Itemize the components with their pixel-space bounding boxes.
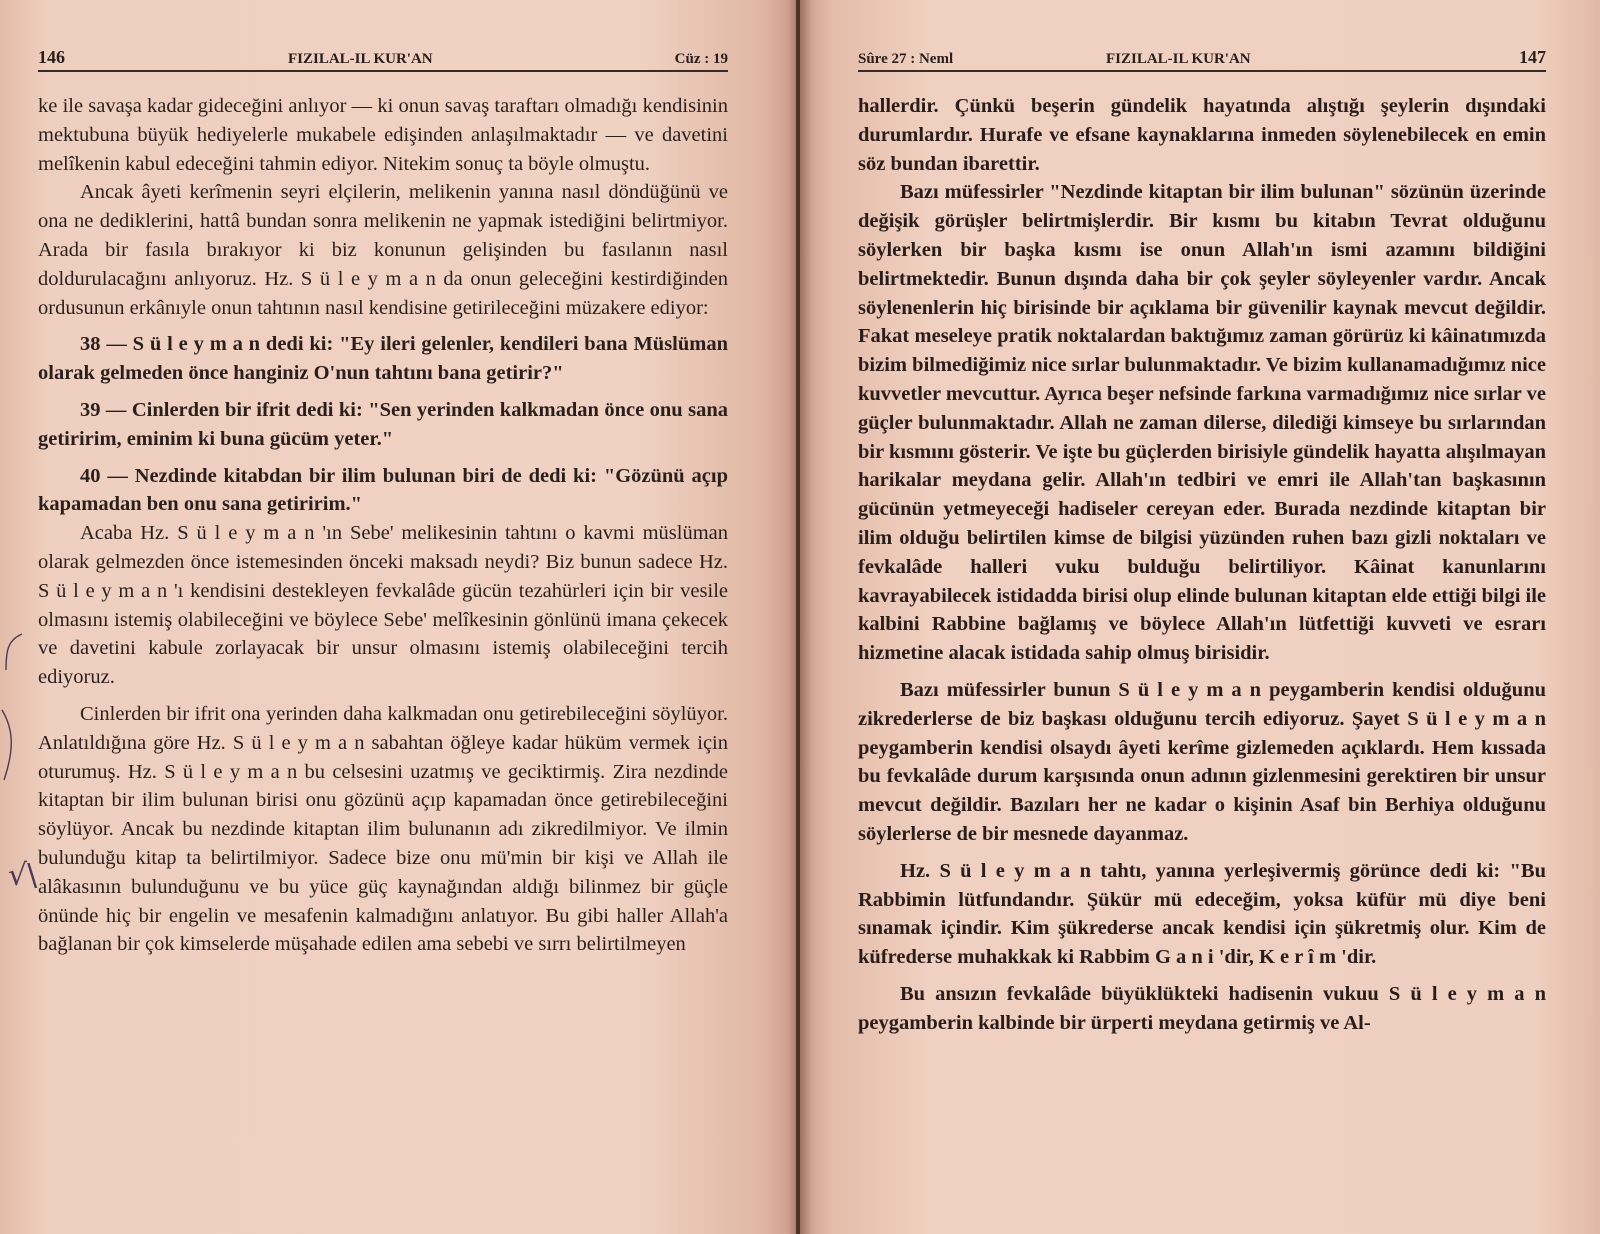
left-page-number: 146 [38,47,65,67]
right-sura-label: Sûre 27 : Neml [858,51,954,67]
right-body-text [858,92,1546,1038]
book-gutter [788,0,812,1234]
right-page [800,0,1600,1234]
paragraph: Ancak âyeti kerîmenin seyri elçilerin, melikenin yanına nasıl döndüğünü ve ona ne dediklerini, hattâ bundan sonra melikenin ne yapmak istediğini belirtmiyor. Arada bir fasıla bırakıyor ki biz konunun gelişinden bu fasılanın nasıl doldurulacağını anlıyoruz. Hz. S ü l e y m a n da onun geleceğini kestirdiğinden ordusunun erkânıyle onun tahtının nasıl kendisine getirileceğini müzakere ediyor: [38,181,728,319]
left-body-text [38,92,728,959]
right-running-title: FIZILAL-IL KUR'AN [1106,51,1251,67]
paragraph: Bazı müfessirler bunun S ü l e y m a n peygamberin kendisi olduğunu zikrederlerse de biz başkası olduğunu tercih ediyoruz. Şayet S ü l e y m a n peygamberin kendisi olsaydı âyeti kerîme gizlemeden açıklardı. Hem kıssada bu fevkalâde durum karşısında onun adının gizlenmesini gerektiren bir unsur mevcut değildir. Bazıları her ne kadar o kişinin Asaf bin Berhiya olduğunu söylerlerse de bir mesnede dayanmaz. [858,678,1546,845]
paragraph: ke ile savaşa kadar gideceğini anlıyor — ki onun savaş taraftarı olmadığı kendisinin mektubuna büyük hediyelerle mukabele edişinden anlaşılmaktadır — ve davetini melîkenin kabul edeceğini tahmin ediyor. Nitekim sonuç ta böyle olmuştu. [38,95,728,175]
verse-39: 39 — Cinlerden bir ifrit dedi ki: "Sen yerinden kalkmadan önce onu sana getiririm, eminim ki buna gücüm yeter." [38,398,728,450]
pen-check-mark: √\ [8,858,38,893]
verse-40: 40 — Nezdinde kitabdan bir ilim bulunan biri de dedi ki: "Gözünü açıp kapamadan ben onu sana getiririm." [38,464,728,516]
paragraph: hallerdir. Çünkü beşerin gündelik hayatında alıştığı şeylerin dışındaki durumlardır. Hurafe ve efsane kaynaklarına inmeden söylenebilecek en emin söz bundan ibarettir. [858,95,1546,175]
paragraph: Bazı müfessirler "Nezdinde kitaptan bir ilim bulunan" sözünün üzerinde değişik görüşler belirtmişlerdir. Bir kısmı bu kitabın Tevrat olduğunu söylerken bir başka kısmı ise onun Allah'ın ismi azamını bildiğini belirtmektedir. Bunun dışında daha bir çok şeyler söyleyenler vardır. Ancak söylenenlerin hiç birisinde bir açıklama bir güvenilir kaynak mevcut değildir. Fakat meseleye pratik noktalardan baktığımız zaman görürüz ki kâinatımızda bizim bilmediğimiz nice sırlar bulunmaktadır. Ve bizim kullanamadığımız nice kuvvetler mevcuttur. Ayrıca beşer nefsinde farkına varmadığımız nice sırlar ve güçler bulunmaktadır. Allah ne zaman dilerse, dilediği kimseye bu sırlarından bir kısmını gösterir. Ve işte bu güçlerden birisiyle gündelik hayatta alışılmayan harikalar meydana gelir. Allah'ın tedbiri ve emri ile Allah'tan başkasının gücünün yetmeyeceği hadiseler cereyan eder. Burada nezdinde kitaptan bir ilim olduğu belirtilen kimse de bilgisi yüzünden ruhen bazı gizli noktaları ve fevkalâde halleri vuku bulduğu belirtiliyor. Kâinat kanunlarını kavrayabilecek istidadda birisi olup elinde bulunan kitaptan elde ettiği bilgi ile kalbini Rabbine bağlamış ve böylece Allah'ın lütfettiği kuvveti ve esrarı hizmetine alacak istidada sahip olmuş birisidir. [858,181,1547,665]
verse-41: Hz. S ü l e y m a n tahtı, yanına yerleşivermiş görünce dedi ki: "Bu Rabbimin lütfundandır. Şükür mü edeceğim, yoksa küfür mü diye beni sınamak içindir. Kim şükrederse ancak kendisi için şükretmiş olur. Kim de küfrederse muhakkak ki Rabbim G a n i 'dir, K e r î m 'dir. [858,859,1546,969]
paragraph: Cinlerden bir ifrit ona yerinden daha kalkmadan onu getirebileceğini söylüyor. Anlatıldığına göre Hz. S ü l e y m a n sabahtan öğleye kadar hüküm vermek için oturumuş. Hz. S ü l e y m a n bu celsesini uzatmış ve geciktirmiş. Zira nezdinde kitaptan bir ilim bulunan birisi onu gözünü açıp kapamadan önce getirebileceğini söylüyor. Ancak bu nezdinde kitaptan ilim bulunanın adı zikredilmiyor. Ve ilmin bulunduğu kitap ta belirtilmiyor. Sadece bize onu mü'min bir kişi ve Allah ile alâkasının bulunduğunu ve bu yüce güç kaynağından aldığı bilinmez bir güçle önünde hiç bir engelin ve mesafenin kalmadığını anlatıyor. Bu gibi haller Allah'a bağlanan bir çok kimselerde müşahade edilen ama sebebi ve sırrı belirtilmeyen [38,702,728,956]
left-part-label: Cüz : 19 [674,51,728,67]
right-running-head [858,44,1546,70]
left-running-title: FIZILAL-IL KUR'AN [288,51,433,67]
right-page-number: 147 [1519,47,1546,67]
paragraph: Acaba Hz. S ü l e y m a n 'ın Sebe' melikesinin tahtını o kavmi müslüman olarak gelmezden önce istemesinden önceki maksadı neydi? Biz bunun sadece Hz. S ü l e y m a n 'ı kendisini destekleyen fevkalâde gücün tezahürleri için bir vesile olmasını istemiş olabileceğini ve böylece Sebe' melîkesinin gönlünü imana çekecek ve davetini kabule zorlayacak bir unsur olmasını istemiş olabileceğini tercih ediyoruz. [38,522,728,689]
pen-margin-bracket [0,630,24,800]
right-header-rule [858,70,1546,72]
left-running-head [38,44,728,70]
verse-38: 38 — S ü l e y m a n dedi ki: "Ey ileri gelenler, kendileri bana Müslüman olarak gelmeden önce hanginiz O'nun tahtını bana getirir?" [38,333,728,385]
left-page [0,0,796,1234]
left-header-rule [38,70,728,72]
paragraph: Bu ansızın fevkalâde büyüklükteki hadisenin vukuu S ü l e y m a n peygamberin kalbinde bir ürperti meydana getirmiş ve Al- [858,982,1546,1034]
